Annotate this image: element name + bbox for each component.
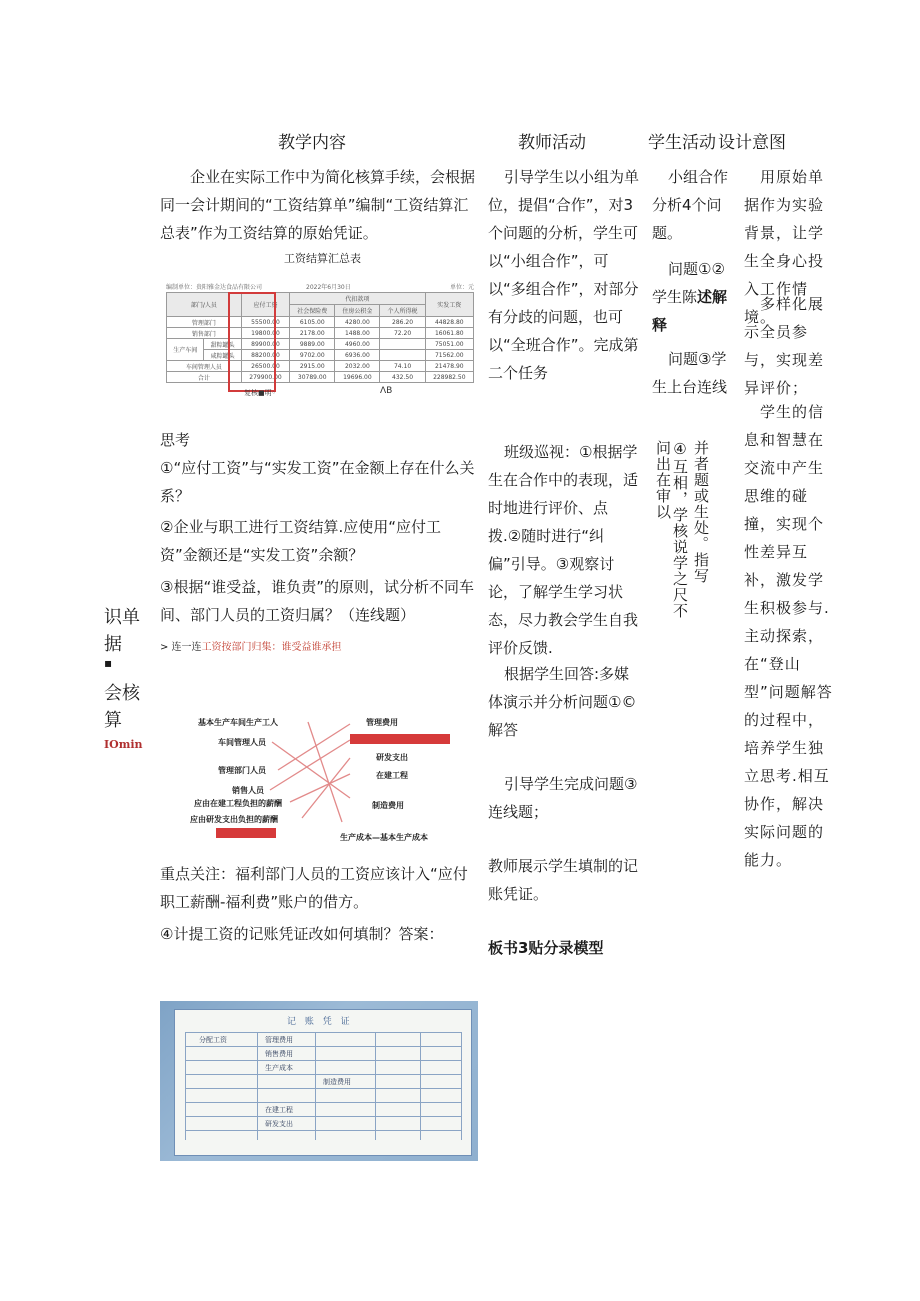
table-row: 管理部门 55500.00 6105.00 4280.00 286.20 44828.80 — [167, 317, 474, 328]
teacher-board: 板书3贴分录模型 — [488, 939, 604, 957]
time-label: IOmin — [104, 738, 143, 751]
voucher-line: 生产成本 — [265, 1064, 293, 1072]
voucher-line: 制造费用 — [323, 1078, 351, 1086]
teacher-text-4: 引导学生完成问题③连线题； — [488, 775, 638, 821]
student-vertical-2: 并者题或生处。指写 — [692, 440, 710, 584]
student-text-3: 问题③学生上台连线 — [652, 350, 728, 396]
table-footer-left: 复核■明◦ — [244, 389, 276, 397]
match-right-4: 制造费用 — [372, 801, 404, 810]
header-teacher: 教师活动 — [518, 133, 586, 153]
left-dot: ▪ — [104, 656, 113, 670]
match-left-3: 管理部门人员 — [218, 766, 266, 775]
voucher-sheet — [174, 1009, 472, 1156]
intent-text-1: 用原始单据作为实验背景，让学生全身心投入工作情境。 — [744, 168, 825, 326]
voucher-line: 研发支出 — [265, 1120, 293, 1128]
table-footer-right: ΛB — [380, 386, 393, 396]
match-left-5: 应由在建工程负担的薪酬 — [194, 799, 282, 808]
focus-note: 重点关注：福利部门人员的工资应该计入“应付职工薪酬-福利费”账户的借方。 — [160, 865, 468, 911]
student-vertical-1: ④互相，学核说学之尺不问出在审以 — [654, 440, 689, 619]
teacher-text-3: 根据学生回答:多媒体演示并分析问题①©解答 — [488, 665, 637, 739]
question-2: ②企业与职工进行工资结算.应使用“应付工资”金额还是“实发工资”余额？ — [160, 518, 441, 564]
header-student: 学生活动 — [648, 133, 716, 153]
intent-text-2: 多样化展示全员参与，实现差异评价； — [744, 295, 825, 397]
answer-red-block — [350, 734, 450, 744]
left-label-2: 据 — [104, 634, 122, 655]
table-title: 工资结算汇总表 — [284, 252, 361, 265]
question-4: ④计提工资的记账凭证改如何填制？答案： — [160, 925, 444, 943]
th-withheld: 代扣款项 — [290, 293, 425, 305]
teacher-text-2: 班级巡视：①根据学生在合作中的表现，适时地进行评价、点拨.②随时进行“纠偏”引导。③观察讨论，了解学生学习状态，尽力教会学生自我评价反馈. — [488, 443, 639, 657]
teacher-text-1: 引导学生以小组为单位，提倡“合作”，对3个问题的分析，学生可以“小组合作”，可以“多组合作”，对部分有分歧的问题，也可以“全班合作”。完成第二个任务 — [488, 168, 640, 382]
link-caption — [160, 638, 342, 653]
matching-diagram — [190, 712, 456, 842]
think-heading: 思考 — [160, 431, 191, 449]
voucher-line: 分配工资 — [199, 1036, 227, 1044]
th-tax: 个人所得税 — [380, 305, 425, 317]
match-right-5: 生产成本—基本生产成本 — [340, 833, 428, 842]
answer-red-block — [216, 828, 276, 838]
header-intent: 设计意图 — [718, 133, 786, 153]
table-row: 生产车间 甜粽罐头 89900.00 9889.00 4960.00 75051.00 — [167, 339, 474, 350]
match-left-2: 车间管理人员 — [218, 738, 266, 747]
voucher-line: 在建工程 — [265, 1106, 293, 1114]
salary-summary-table — [166, 282, 474, 390]
student-text-2 — [652, 255, 732, 339]
th-dept: 部门/人员 — [167, 293, 242, 317]
header-content: 教学内容 — [278, 133, 346, 153]
match-right-2: 研发支出 — [376, 753, 408, 762]
link-prefix: > 连一连 — [160, 642, 202, 653]
table-unit: 单位：元 — [449, 284, 474, 291]
match-left-1: 基本生产车间生产工人 — [198, 718, 278, 727]
match-right-1: 管理费用 — [366, 718, 398, 727]
th-payable: 应付工资 — [241, 293, 289, 317]
payable-highlight-box — [228, 292, 276, 392]
student-text-2b: 述解释 — [652, 288, 728, 334]
link-text: 工资按部门归集：谁受益谁承担 — [201, 642, 342, 653]
match-left-6: 应由研发支出负担的薪酬 — [190, 815, 278, 824]
table-row: 咸粽罐头 88200.00 9702.00 6936.00 71562.00 — [167, 350, 474, 361]
table-row: 合计 279900.00 30789.00 19696.00 432.50 228982.50 — [167, 372, 474, 383]
content-intro: 企业在实际工作中为简化核算手续，会根据同一会计期间的“工资结算单”编制“工资结算汇总表”作为工资结算的原始凭证。 — [160, 168, 476, 242]
left-label-4: 算 — [104, 710, 122, 731]
question-1: ①“应付工资”与“实发工资”在金额上存在什么关系？ — [160, 459, 475, 505]
left-label-1: 识单 — [104, 607, 140, 628]
voucher-title: 记 账 凭 证 — [287, 1017, 353, 1027]
table-row: 销售部门 19800.00 2178.00 1488.00 72.20 16061.80 — [167, 328, 474, 339]
voucher-line: 销售费用 — [265, 1050, 293, 1058]
th-actual: 实发工资 — [425, 293, 473, 317]
intent-text-3: 学生的信息和智慧在交流中产生思维的碰撞，实现个性差异互补，激发学生积极参与.主动探索，在“登山型”问题解答的过程中，培养学生独立思考.相互协作，解决实际问题的能力。 — [744, 403, 833, 869]
left-label-3: 会核 — [104, 683, 140, 704]
match-right-3: 在建工程 — [376, 771, 408, 780]
student-text-1: 小组合作分析4个问题。 — [652, 168, 729, 242]
table-row: 车间管理人员 26500.00 2915.00 2032.00 74.10 21478.90 — [167, 361, 474, 372]
teacher-text-5: 教师展示学生填制的记账凭证。 — [488, 857, 639, 903]
question-3: ③根据“谁受益，谁负责”的原则，试分析不同车间、部门人员的工资归属？（连线题） — [160, 578, 474, 624]
voucher-photo — [160, 1001, 478, 1161]
student-text-2a: 问题①②学生陈 — [652, 260, 725, 306]
th-fund: 住房公积金 — [335, 305, 380, 317]
voucher-line: 管理费用 — [265, 1036, 293, 1044]
table-date: 2022年6月30日 — [306, 284, 351, 291]
table-company: 编制单位：贵阳雅金达食品有限公司 — [166, 284, 263, 291]
match-left-4: 销售人员 — [232, 786, 264, 795]
th-social: 社会保险费 — [290, 305, 335, 317]
